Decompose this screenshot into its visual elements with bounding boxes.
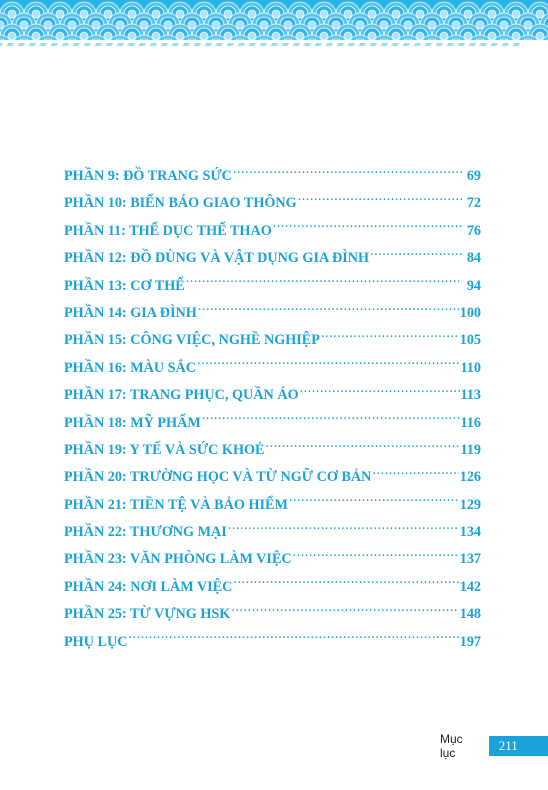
toc-entry-title: PHẦN 12: ĐỒ DÙNG VÀ VẬT DỤNG GIA ĐÌNH <box>64 250 370 267</box>
toc-entry <box>64 355 481 382</box>
dot-leader <box>370 248 462 262</box>
toc-entry-page: 197 <box>459 633 481 650</box>
toc-entry-page: 134 <box>459 524 481 541</box>
toc-entry <box>64 327 481 354</box>
toc-entry-page: 119 <box>460 441 481 458</box>
toc-entry <box>64 546 481 573</box>
dot-leader <box>298 193 462 207</box>
page-number-badge: 211 <box>489 736 548 756</box>
toc-entry-page: 126 <box>459 469 481 486</box>
dot-leader <box>289 495 459 509</box>
toc-entry-title: PHẦN 20: TRƯỜNG HỌC VÀ TỪ NGỮ CƠ BẢN <box>64 469 372 486</box>
dot-leader <box>128 631 458 645</box>
toc-entry-page: 100 <box>459 304 481 321</box>
dot-leader <box>233 166 462 180</box>
dot-leader <box>265 440 459 454</box>
dot-leader <box>273 221 462 235</box>
dot-leader <box>202 412 460 426</box>
toc-entry <box>64 190 481 217</box>
dot-leader <box>231 604 458 618</box>
toc-entry-title: PHẦN 15: CÔNG VIỆC, NGHỀ NGHIỆP <box>64 332 320 349</box>
toc-entry-page: 137 <box>459 551 481 568</box>
toc-entry <box>64 245 481 272</box>
dot-leader <box>321 330 459 344</box>
toc-entry <box>64 574 481 601</box>
toc-entry <box>64 519 481 546</box>
toc-entry-title: PHẦN 17: TRANG PHỤC, QUẦN ÁO <box>64 387 299 404</box>
toc-entry-title: PHẦN 9: ĐỒ TRANG SỨC <box>64 168 232 184</box>
toc-entry <box>64 382 481 409</box>
toc-entry-page: 72 <box>466 195 481 212</box>
toc-entry <box>64 629 481 656</box>
dot-leader <box>197 358 459 372</box>
dot-leader <box>198 303 459 317</box>
toc-entry-page: 110 <box>460 359 481 376</box>
toc-entry-page: 84 <box>466 250 481 267</box>
page-footer <box>440 732 548 760</box>
toc-entry <box>64 601 481 628</box>
toc-entry-title: PHẦN 18: MỸ PHẨM <box>64 414 201 431</box>
toc-entry <box>64 492 481 519</box>
toc-entry-title: PHẦN 13: CƠ THỂ <box>64 277 185 294</box>
toc-entry-page: 113 <box>460 387 481 404</box>
toc-entry-page: 105 <box>459 332 481 349</box>
toc-entry-page: 76 <box>466 222 481 239</box>
toc-entry-page: 94 <box>466 277 481 294</box>
toc-entry <box>64 410 481 437</box>
dot-leader <box>233 577 458 591</box>
toc-entry-page: 69 <box>466 168 481 184</box>
dot-leader <box>228 522 459 536</box>
toc-entry-page: 148 <box>459 606 481 623</box>
toc-entry <box>64 464 481 491</box>
toc-entry-title: PHẦN 24: NƠI LÀM VIỆC <box>64 578 233 595</box>
toc-entry-page: 142 <box>459 578 481 595</box>
decorative-wave-header <box>0 0 548 50</box>
dot-leader <box>372 467 458 481</box>
dot-leader <box>186 275 462 289</box>
toc-entry-page: 129 <box>459 496 481 513</box>
toc-entry <box>64 163 481 190</box>
toc-entry-title: PHẦN 22: THƯƠNG MẠI <box>64 524 227 541</box>
toc-entry-title: PHẦN 19: Y TẾ VÀ SỨC KHOẺ <box>64 441 265 458</box>
table-of-contents <box>64 163 481 656</box>
toc-entry-title: PHẦN 10: BIỂN BÁO GIAO THÔNG <box>64 195 297 212</box>
toc-entry-title: PHẦN 16: MÀU SẮC <box>64 359 197 376</box>
toc-entry-page: 116 <box>460 414 481 431</box>
toc-entry-title: PHẦN 11: THỂ DỤC THỂ THAO <box>64 222 272 239</box>
section-label: Mục lục <box>440 732 463 760</box>
toc-entry <box>64 273 481 300</box>
toc-entry <box>64 437 481 464</box>
toc-entry <box>64 300 481 327</box>
toc-entry-title: PHẦN 21: TIỀN TỆ VÀ BẢO HIỂM <box>64 496 288 513</box>
toc-entry-title: PHẦN 14: GIA ĐÌNH <box>64 304 197 321</box>
toc-entry-title: PHẦN 25: TỪ VỰNG HSK <box>64 606 231 623</box>
toc-entry <box>64 218 481 245</box>
dot-leader <box>293 549 459 563</box>
toc-entry-title: PHẦN 23: VĂN PHÒNG LÀM VIỆC <box>64 551 292 568</box>
dot-leader <box>300 385 460 399</box>
toc-entry-title: PHỤ LỤC <box>64 633 128 650</box>
